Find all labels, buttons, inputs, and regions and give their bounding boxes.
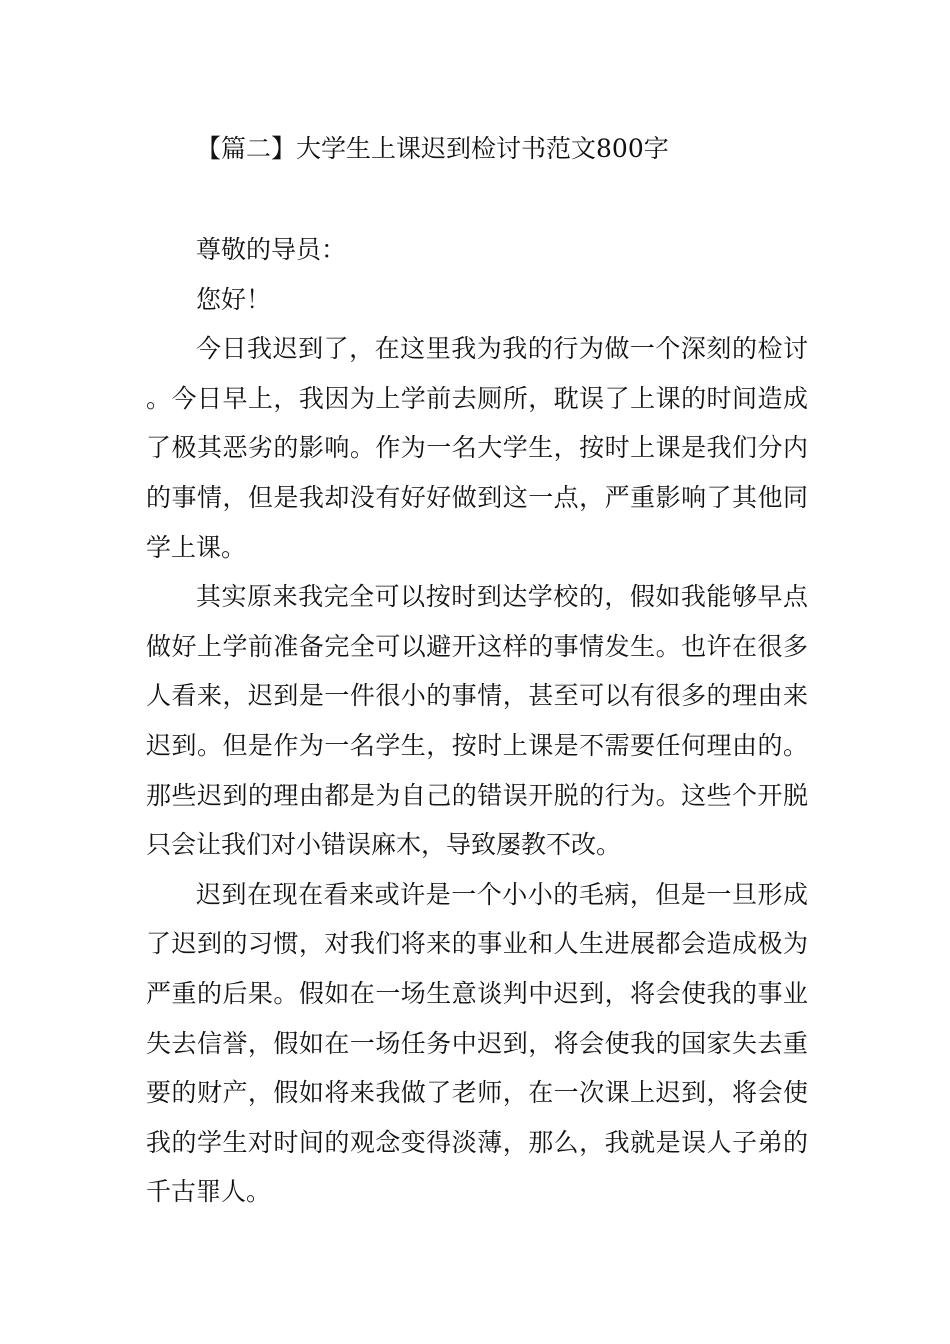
document-body	[146, 225, 808, 1217]
salutation: 尊敬的导员：	[196, 235, 347, 264]
document-title: 【篇二】大学生上课迟到检讨书范文800字	[196, 134, 669, 163]
paragraph: 迟到在现在看来或许是一个小小的毛病，但是一旦形成了迟到的习惯，对我们将来的事业和人生进展都会造成极为严重的后果。假如在一场生意谈判中迟到，将会使我的事业失去信誉，假如在一场任务中迟到，将会使我的国家失去重要的财产，假如将来我做了老师，在一次课上迟到，将会使我的学生对时间的观念变得淡薄，那么，我就是误人子弟的千古罪人。	[146, 879, 808, 1207]
paragraph: 今日我迟到了，在这里我为我的行为做一个深刻的检讨。今日早上，我因为上学前去厕所，耽误了上课的时间造成了极其恶劣的影响。作为一名大学生，按时上课是我们分内的事情，但是我却没有好好做到这一点，严重影响了其他同学上课。	[146, 334, 808, 562]
paragraph: 其实原来我完全可以按时到达学校的，假如我能够早点做好上学前准备完全可以避开这样的事情发生。也许在很多人看来，迟到是一件很小的事情，甚至可以有很多的理由来迟到。但是作为一名学生，按时上课是不需要任何理由的。那些迟到的理由都是为自己的错误开脱的行为。这些个开脱只会让我们对小错误麻木，导致屡教不改。	[146, 582, 808, 860]
greeting: 您好！	[196, 284, 272, 314]
